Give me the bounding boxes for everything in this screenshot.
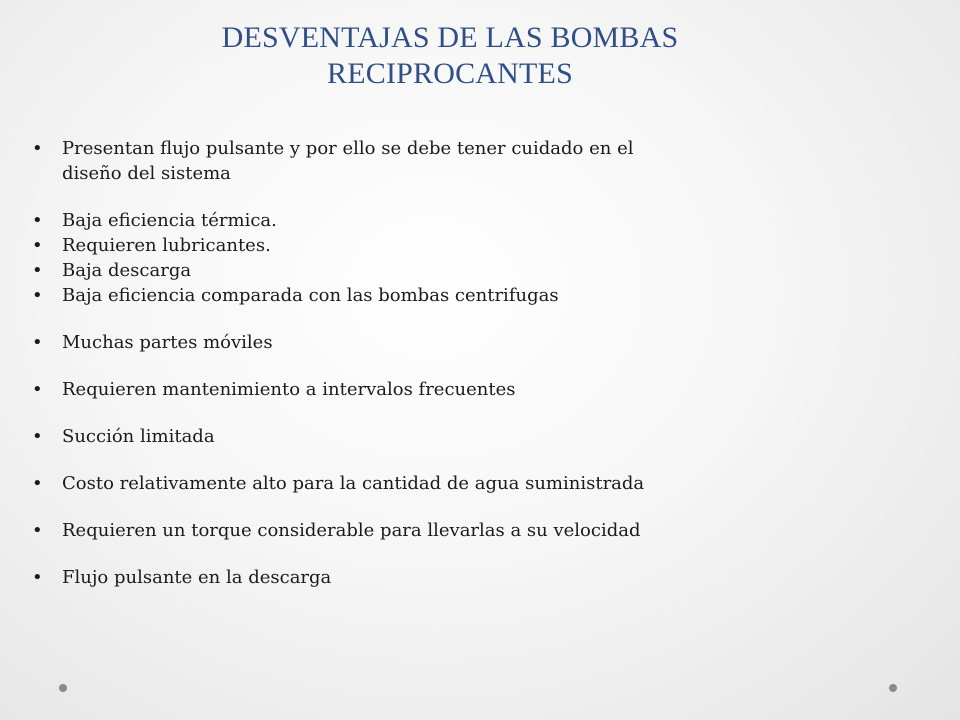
bullet-text: Requieren lubricantes. bbox=[62, 235, 271, 256]
bullet-item bbox=[30, 471, 790, 496]
bullet-item bbox=[30, 258, 790, 283]
bullet-text: Flujo pulsante en la descarga bbox=[62, 567, 332, 588]
bullet-item bbox=[30, 283, 790, 308]
bullet-dot-icon: • bbox=[32, 379, 43, 400]
bullet-dot-icon: • bbox=[32, 260, 43, 281]
bullet-item bbox=[30, 424, 790, 449]
bullet-list bbox=[30, 136, 790, 590]
bullet-item bbox=[30, 208, 790, 233]
bullet-text: Muchas partes móviles bbox=[62, 332, 273, 353]
bullet-dot-icon: • bbox=[32, 473, 43, 494]
bullet-item bbox=[30, 136, 790, 186]
bullet-dot-icon: • bbox=[32, 138, 43, 159]
bullet-item bbox=[30, 233, 790, 258]
slide-title bbox=[120, 20, 780, 92]
bullet-dot-icon: • bbox=[32, 426, 43, 447]
bullet-text: Baja descarga bbox=[62, 260, 192, 281]
title-line-1: DESVENTAJAS DE LAS BOMBAS bbox=[221, 21, 679, 54]
bullet-text: Costo relativamente alto para la cantidad de agua suministrada bbox=[62, 473, 645, 494]
bullet-item bbox=[30, 377, 790, 402]
bullet-item bbox=[30, 518, 790, 543]
bullet-dot-icon: • bbox=[32, 332, 43, 353]
bullet-text: Baja eficiencia térmica. bbox=[62, 210, 277, 231]
bullet-dot-icon: • bbox=[32, 520, 43, 541]
bullet-item bbox=[30, 330, 790, 355]
bullet-text: Requieren un torque considerable para llevarlas a su velocidad bbox=[62, 520, 641, 541]
bullet-dot-icon: • bbox=[32, 567, 43, 588]
bullet-text: Baja eficiencia comparada con las bombas centrifugas bbox=[62, 285, 559, 306]
bullet-dot-icon: • bbox=[32, 285, 43, 306]
bullet-text: Presentan flujo pulsante y por ello se debe tener cuidado en el bbox=[62, 138, 634, 159]
bullet-dot-icon: • bbox=[32, 210, 43, 231]
title-line-2: RECIPROCANTES bbox=[327, 57, 573, 90]
bullet-item bbox=[30, 565, 790, 590]
decorative-dot-left-icon bbox=[59, 684, 67, 692]
bullet-text: Requieren mantenimiento a intervalos frecuentes bbox=[62, 379, 516, 400]
bullet-text: Succión limitada bbox=[62, 426, 215, 447]
bullet-dot-icon: • bbox=[32, 235, 43, 256]
decorative-dot-right-icon bbox=[889, 684, 897, 692]
bullet-text-continuation: diseño del sistema bbox=[62, 163, 231, 184]
